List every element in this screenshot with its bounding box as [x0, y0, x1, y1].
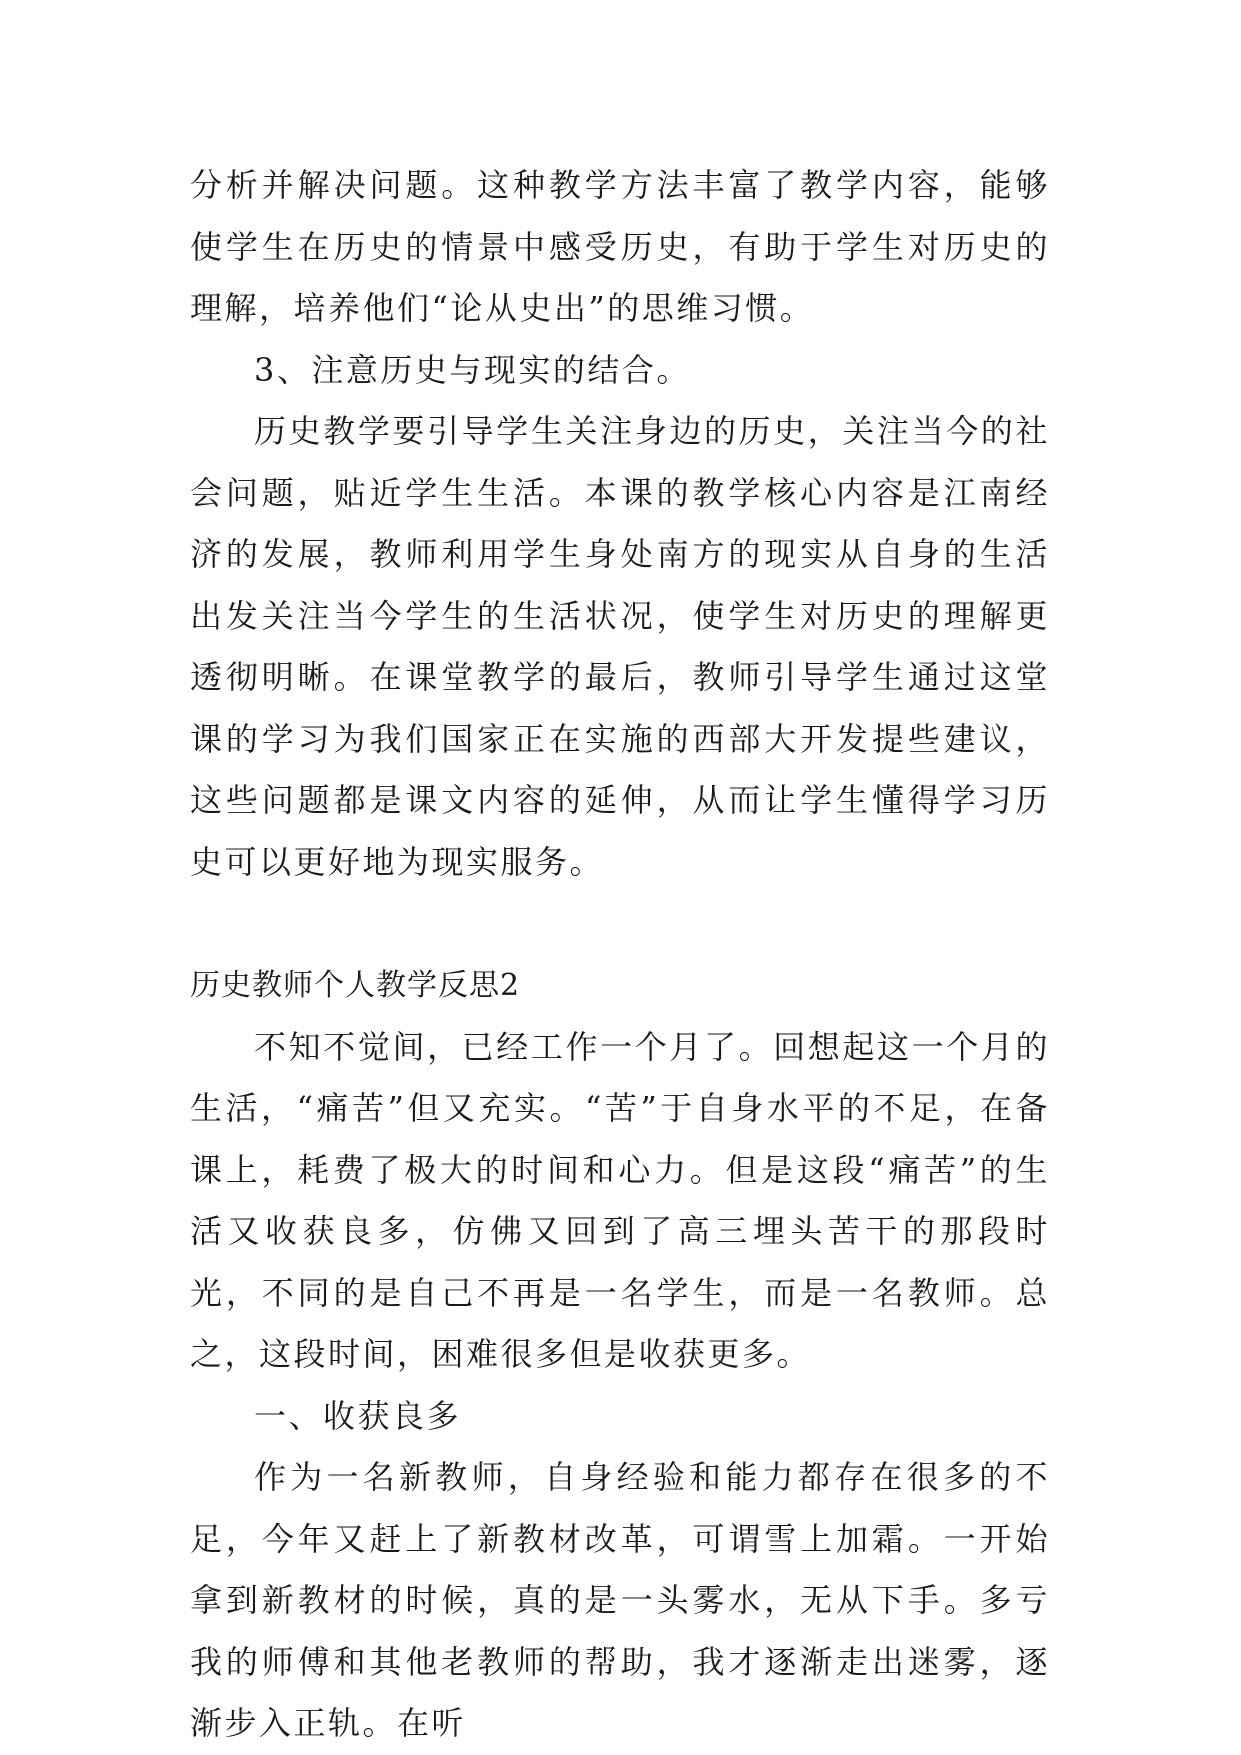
paragraph-first-month: 不知不觉间，已经工作一个月了。回想起这一个月的生活，“痛苦”但又充实。“苦”于自身水平的不足，在备课上，耗费了极大的时间和心力。但是这段“痛苦”的生活又收获良多，仿佛又回到了高三埋头苦干的那段时光，不同的是自己不再是一名学生，而是一名教师。总之，这段时间，困难很多但是收获更多。 — [190, 1027, 1050, 1373]
paragraph-new-teacher: 作为一名新教师，自身经验和能力都存在很多的不足，今年又赶上了新教材改革，可谓雪上加霜。一开始拿到新教材的时候，真的是一头雾水，无从下手。多亏我的师傅和其他老教师的帮助，我才逐渐走出迷雾，逐渐步入正轨。在听 — [190, 1458, 1050, 1742]
paragraph-continued: 分析并解决问题。这种教学方法丰富了教学内容，能够使学生在历史的情景中感受历史，有助于学生对历史的理解，培养他们“论从史出”的思维习惯。 — [190, 166, 1050, 327]
section-title: 历史教师个人教学反思2 — [190, 968, 521, 1003]
subheading-history-reality: 3、注意历史与现实的结合。 — [254, 350, 691, 389]
paragraph-history-teaching: 历史教学要引导学生关注身边的历史，关注当今的社会问题，贴近学生生活。本课的教学核心内容是江南经济的发展，教师利用学生身处南方的现实从自身的生活出发关注当今学生的生活状况，使学生对历史的理解更透彻明晰。在课堂教学的最后，教师引导学生通过这堂课的学习为我们国家正在实施的西部大开发提些建议，这些问题都是课文内容的延伸，从而让学生懂得学习历史可以更好地为现实服务。 — [190, 412, 1050, 881]
document-body — [190, 155, 1050, 1755]
subheading-gains: 一、收获良多 — [254, 1396, 462, 1435]
